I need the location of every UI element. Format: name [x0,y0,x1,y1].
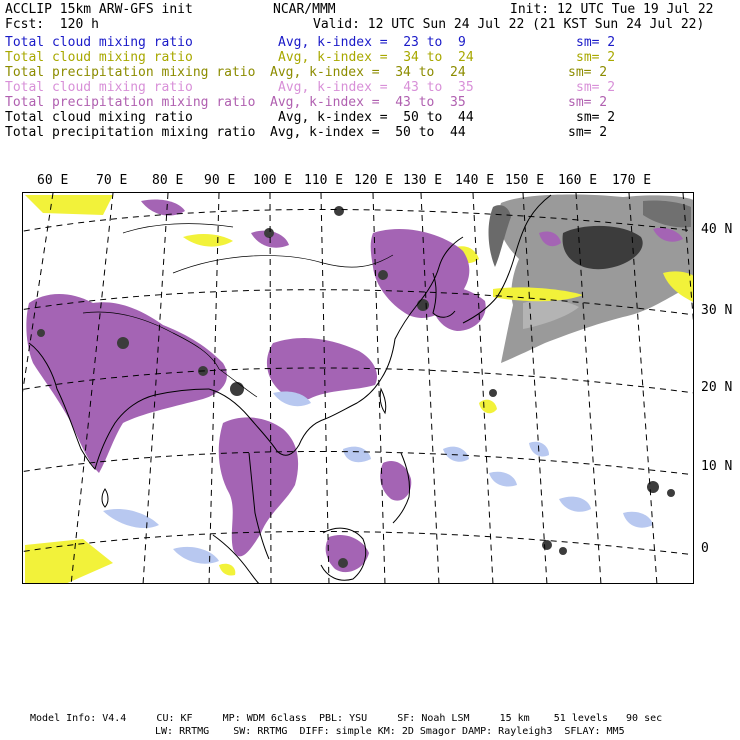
legend-avg: Avg, k-index = 50 to 44 [278,110,474,125]
legend-field: Total precipitation mixing ratio [5,95,256,110]
init-time: Init: 12 UTC Tue 19 Jul 22 [510,2,714,17]
organization-label: NCAR/MMM [273,2,336,17]
legend-sm: sm= 2 [568,65,608,80]
lon-label: 140 E [455,173,495,188]
map-title: ACCLIP 15km ARW-GFS init [5,2,193,17]
lat-label: 10 N [701,459,733,474]
lat-label: 20 N [701,380,733,395]
model-info-line1: Model Info: V4.4 CU: KF MP: WDM 6class PBL: YSU SF: Noah LSM 15 km 51 levels 90 sec [30,713,663,724]
lon-label: 70 E [96,173,128,188]
lon-label: 120 E [354,173,394,188]
forecast-hour: Fcst: 120 h [5,17,99,32]
lon-label: 100 E [253,173,293,188]
legend-avg: Avg, k-index = 43 to 35 [270,95,466,110]
lon-label: 60 E [37,173,69,188]
legend-field: Total precipitation mixing ratio [5,65,256,80]
lon-label: 170 E [612,173,652,188]
legend-field: Total cloud mixing ratio [5,50,193,65]
lat-label: 40 N [701,222,733,237]
legend-avg: Avg, k-index = 34 to 24 [278,50,474,65]
legend-avg: Avg, k-index = 43 to 35 [278,80,474,95]
legend-avg: Avg, k-index = 50 to 44 [270,125,466,140]
lon-label: 160 E [558,173,598,188]
legend-field: Total cloud mixing ratio [5,35,193,50]
legend-sm: sm= 2 [576,110,616,125]
map-canvas [23,193,694,584]
legend-avg: Avg, k-index = 34 to 24 [270,65,466,80]
legend-sm: sm= 2 [568,125,608,140]
lon-label: 80 E [152,173,184,188]
legend-sm: sm= 2 [568,95,608,110]
legend-field: Total cloud mixing ratio [5,110,193,125]
lat-label: 0 [701,541,709,556]
valid-time: Valid: 12 UTC Sun 24 Jul 22 (21 KST Sun 24 Jul 22) [313,17,705,32]
forecast-map [22,192,694,584]
legend-field: Total precipitation mixing ratio [5,125,256,140]
lon-label: 90 E [204,173,236,188]
legend-sm: sm= 2 [576,80,616,95]
lon-label: 130 E [403,173,443,188]
model-info-line2: LW: RRTMG SW: RRTMG DIFF: simple KM: 2D Smagor DAMP: Rayleigh3 SFLAY: MM5 [155,726,625,737]
lon-label: 110 E [304,173,344,188]
lon-label: 150 E [505,173,545,188]
legend-field: Total cloud mixing ratio [5,80,193,95]
legend-sm: sm= 2 [576,50,616,65]
legend-avg: Avg, k-index = 23 to 9 [278,35,466,50]
legend-sm: sm= 2 [576,35,616,50]
lat-label: 30 N [701,303,733,318]
